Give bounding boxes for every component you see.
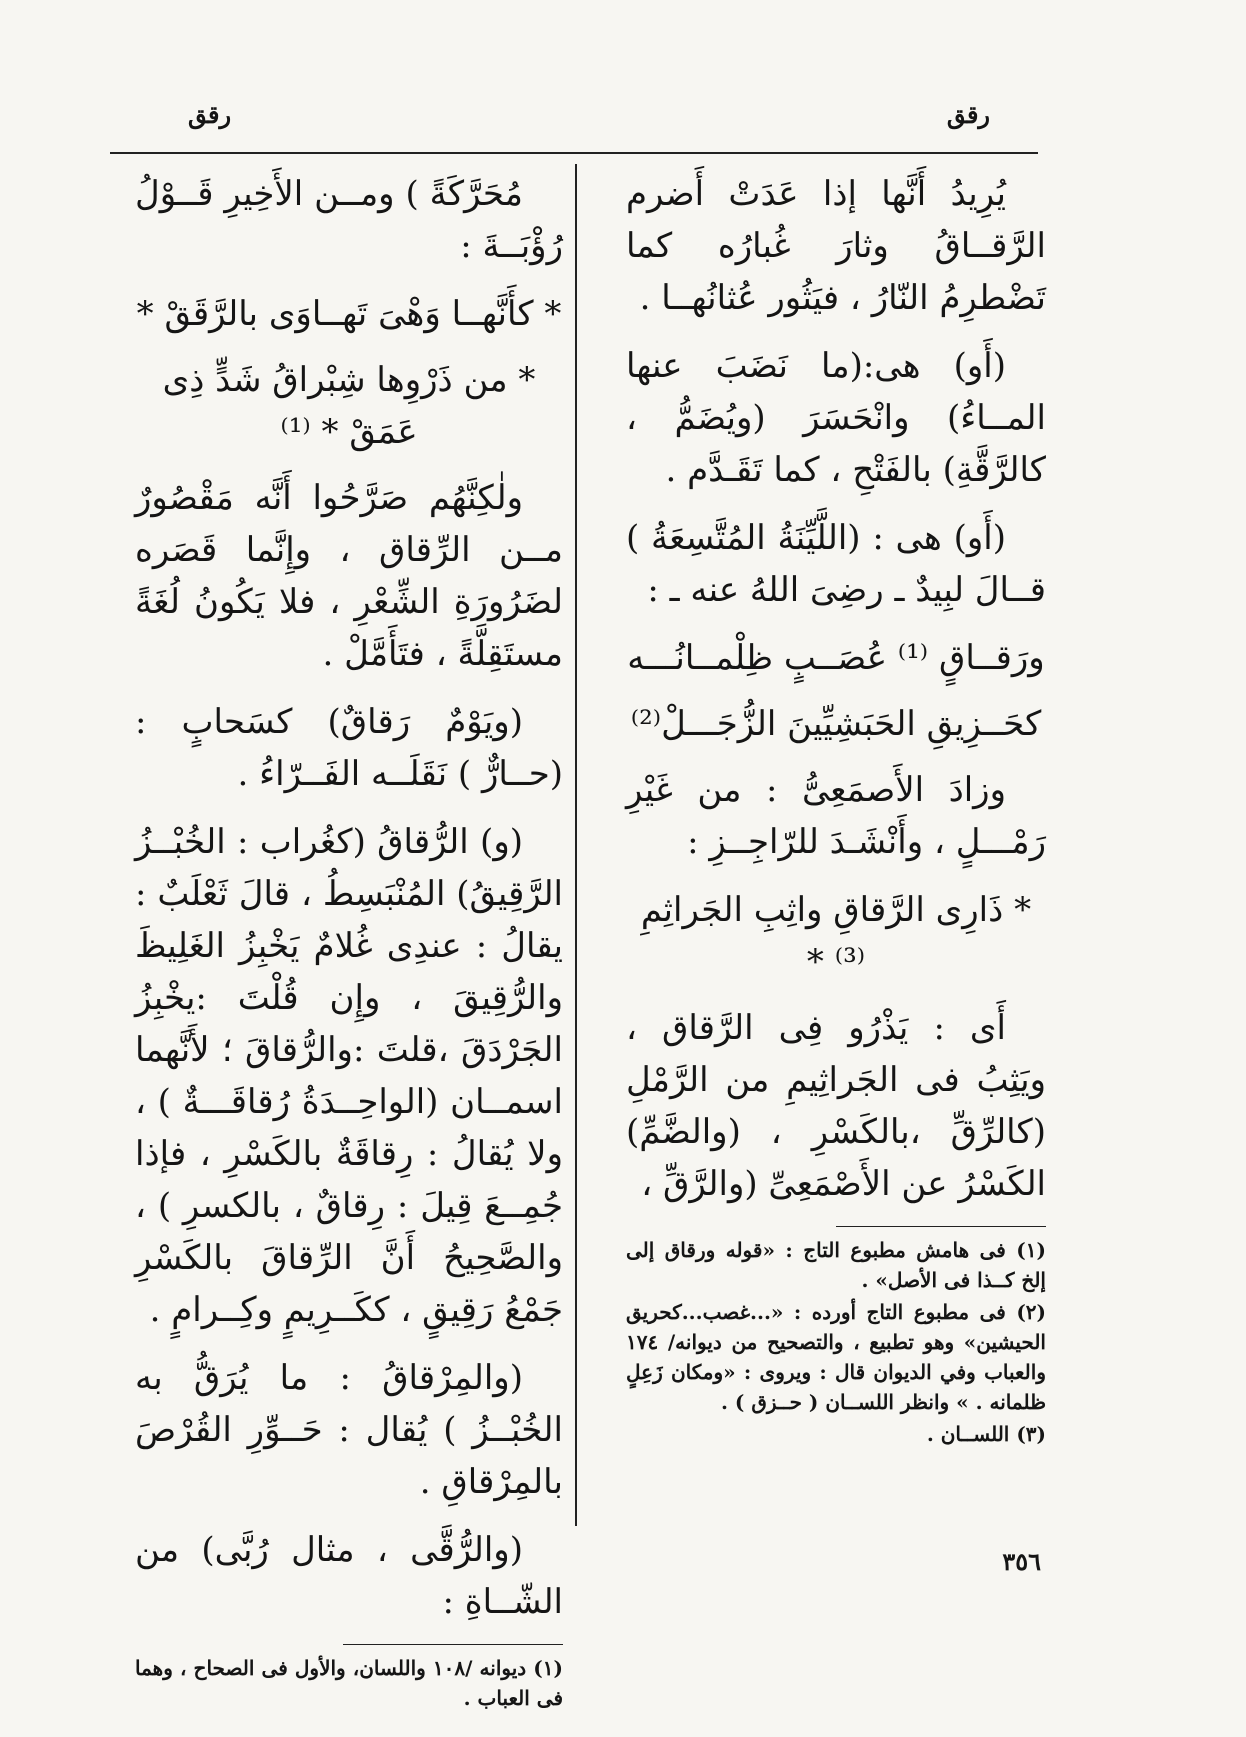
verse-line: ورَقــاقٍ ⁽¹⁾ عُصَــبٍ ظِلْمــانُـــه <box>627 638 1045 678</box>
verse-line: * من ذَرْوِها شِبْراقُ شَدٍّ ذِى عَمَقْ * ⁽¹⁾ <box>162 360 536 452</box>
paragraph: (والمِرْقاقُ : ما يُرَقُّ به الخُبْــزُ ) يُقال : حَــوِّرِ القُرْصَ بالمِرْقاقِ . <box>135 1358 563 1502</box>
page-number: ٣٥٦ <box>1002 1547 1041 1576</box>
paragraph: ولٰكِنَّهُم صَرَّحُوا أَنَّه مَقْصُورٌ مــن الرِّقاق ، وإِنَّما قَصَره لضَرُورَةِ الشِّعْرِ ، فلا يَكُونُ لُغَةً مستَقِلَّةً ، فتَأَمَّلْ . <box>135 478 563 674</box>
footnote: (٣) اللســان . <box>926 1422 1046 1446</box>
paragraph: يُرِيدُ أَنَّها إذا عَدَتْ أَضرم الرَّقــاقُ وثارَ غُبارُه كما تَضْطرِمُ النّارُ ، فيَثُور عُثانُهــا . <box>626 174 1046 318</box>
verse-line: * كأَنَّهــا وَهْىَ تَهــاوَى بالرَّقَقْ * <box>136 294 562 334</box>
verse-line: * ذَارِى الرَّقاقِ واثِبِ الجَراثِمِ ⁽³⁾ * <box>640 890 1032 982</box>
paragraph: (والرُّقَّى ، مثال رُبَّى) من الشّــاةِ : <box>135 1530 563 1622</box>
paragraph: (أَو) هى:(ما نَضَبَ عنها المــاءُ) وانْحَسَرَ (ويُضَمُّ ، كالرَّقَّةِ) بالفَتْحِ ، كما تَقَـدَّم . <box>626 346 1046 490</box>
paragraph: (ويَوْمٌ رَقاقٌ) كسَحابٍ : (حــارٌّ ) نَقَلَــه الفَــرّاءُ . <box>135 702 563 794</box>
header-rule <box>110 152 1038 154</box>
running-head-left: رقق <box>188 100 232 129</box>
left-column <box>135 168 563 1715</box>
right-column <box>626 168 1046 1451</box>
paragraph: وزادَ الأَصمَعِىُّ : من غَيْرِ رَمْـــلٍ ، وأَنْشَـدَ للرّاجِــزِ : <box>626 770 1046 862</box>
paragraph: أَى : يَذْرُو فِى الرَّقاق ، ويَثِبُ فى الجَراثِيمِ من الرَّمْلِ (كالرِّقِّ ،بالكَسْرِ ، (والضَّمِّ) الكَسْرُ عن الأَصْمَعِىِّ (والرَّقِّ ، <box>626 1008 1046 1204</box>
paragraph: مُحَرَّكَةً ) ومــن الأَخِيرِ قَــوْلُ رُؤْبَــةَ : <box>135 174 563 266</box>
footnote-rule <box>836 1226 1046 1227</box>
footnote: (١) فى هامش مطبوع التاج : «قوله ورقاق إلى إلخ كــذا فى الأصل» . <box>626 1238 1046 1292</box>
footnote-rule <box>343 1644 563 1645</box>
footnote: (١) ديوانه /١٠٨ واللسان، والأول فى الصحاح ، وهما فى العباب . <box>135 1656 563 1710</box>
footnote: (٢) فى مطبوع التاج أورده : «...غصب...كحريق الحيشين» وهو تطبيع ، والتصحيح من ديوانه/ ١٧٤ والعباب وفي الديوان قال : ويروى : «ومكان زَعِلٍ ظلمانه . » وانظر اللســان ( حــزق ) . <box>626 1300 1046 1414</box>
column-divider <box>575 164 577 1526</box>
paragraph: (أَو) هى : (اللَّيِّنَةُ المُتَّسِعَةُ ) قــالَ لبِيدٌ ـ رضِىَ اللهُ عنه ـ : <box>626 518 1046 610</box>
verse-line: كحَــزِيقِ الحَبَشِيِّينَ الزُّجَـــلْ⁽²⁾ <box>630 704 1042 744</box>
running-head-right: رقق <box>946 100 990 129</box>
paragraph: (و) الرُّقاقُ (كغُراب : الخُبْــزُ الرَّقِيقُ) المُنْبَسِطُ ، قالَ ثَعْلَبٌ : يقالُ : عندِى غُلامٌ يَخْبِزُ الغَلِيظَ والرُّقِيقَ ، وإِن قُلْتَ :يخْبِزُ الجَرْدَقَ ،قلتَ :والرُّقاقَ ؛ لأَنَّهما اسمــان (الواحِــدَةُ رُقاقَـــةٌ ) ، ولا يُقالُ : رِقاقَةٌ بالكَسْرِ ، فإذا جُمِــعَ قِيلَ : رِقاقٌ ، بالكسرِ ) ، والصَّحِيحُ أَنَّ الرِّقاقَ بالكَسْرِ جَمْعُ رَقِيقٍ ، ككَــرِيمٍ وكِــرامٍ . <box>135 822 563 1330</box>
